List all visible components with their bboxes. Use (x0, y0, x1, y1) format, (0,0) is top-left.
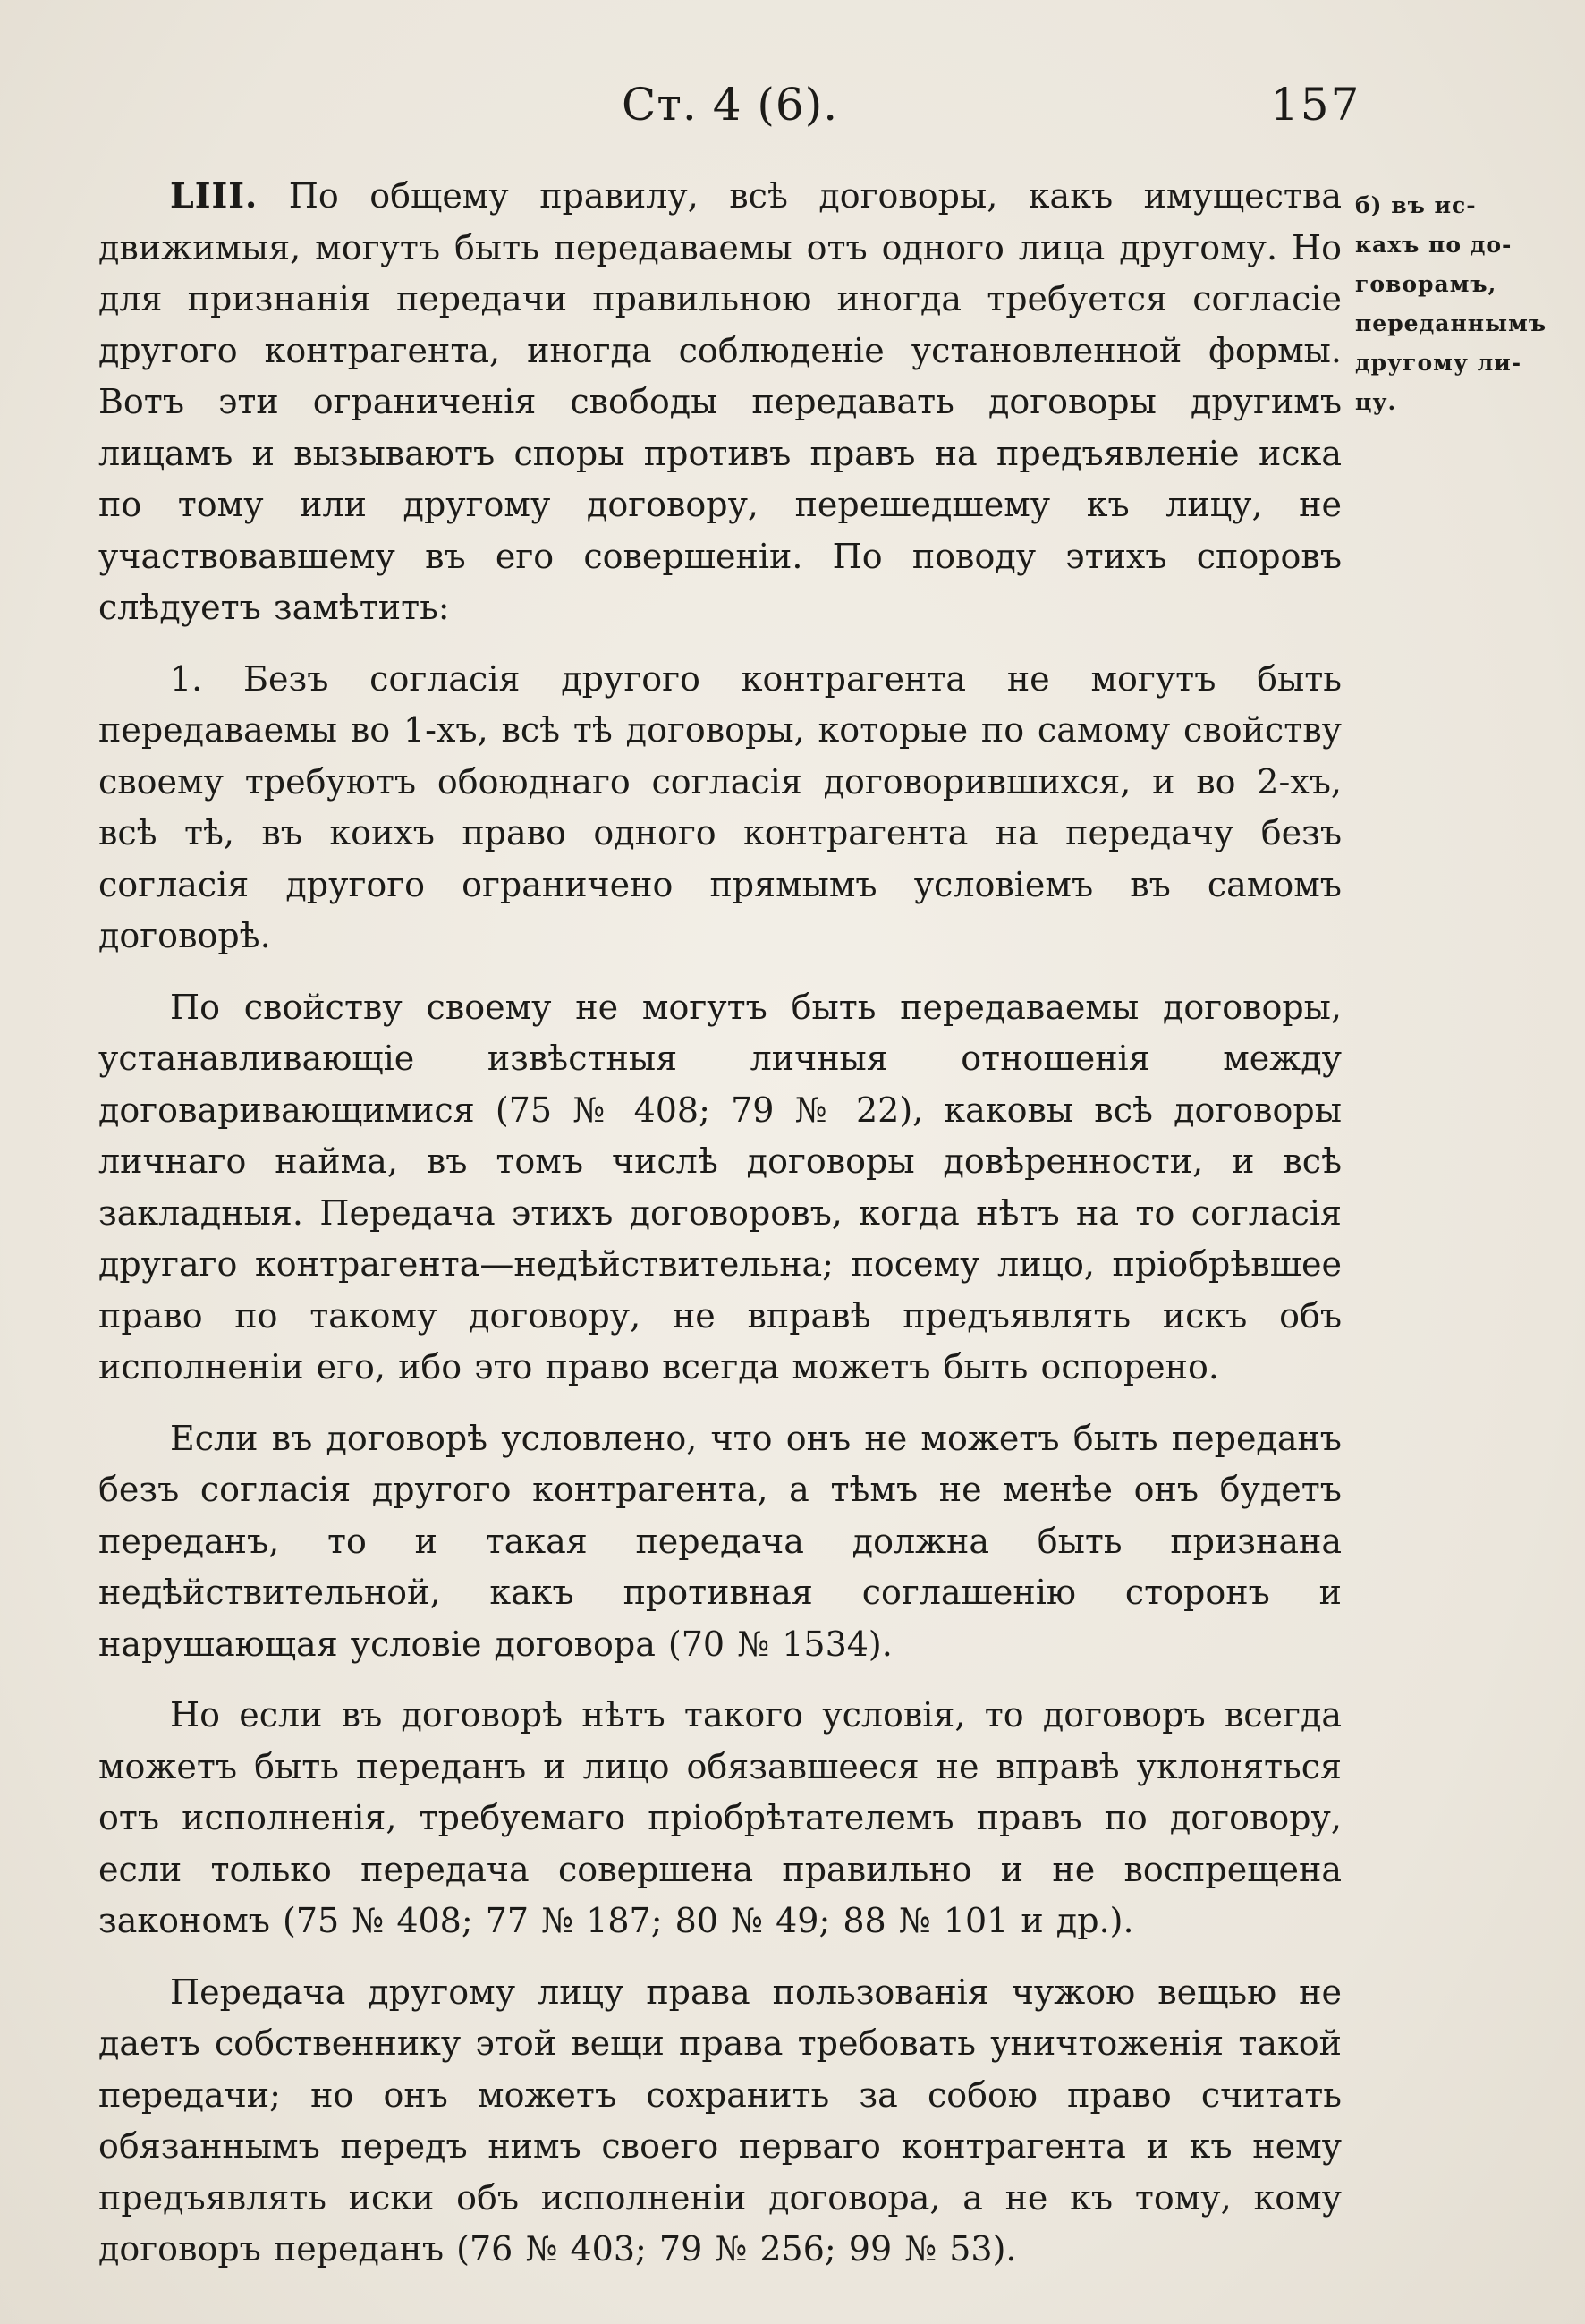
paragraph-5: Но если въ договорѣ нѣтъ такого условія, то договоръ всегда можетъ быть переданъ и лицо обязавшееся не вправѣ уклоняться отъ исполненія, требуемаго пріобрѣтателемъ правъ по договору, если только передача совершена правильно и не воспрещена закономъ (75 № 408; 77 № 187; 80 № 49; 88 № 101 и др.). (98, 1695, 1342, 1940)
paragraph-3: По свойству своему не могутъ быть передаваемы договоры, устанавливающіе извѣстныя личныя отношенія между договаривающимися (75 № 408; 79 № 22), каковы всѣ договоры личнаго найма, въ томъ числѣ договоры довѣренности, и всѣ закладныя. Передача этихъ договоровъ, когда нѣтъ на то согласія другаго контрагента—недѣйствительна; посему лицо, пріобрѣвшее право по такому договору, не вправѣ предъявлять искъ объ исполненіи его, ибо это право всегда можетъ быть оспорено. (98, 987, 1342, 1387)
margin-note-line: цу. (1355, 389, 1397, 415)
paragraph-4: Если въ договорѣ условлено, что онъ не можетъ быть переданъ безъ согласія другого контрагента, а тѣмъ не менѣе онъ будетъ переданъ, то и такая передача должна быть признана недѣйствительной, какъ противная соглашенію сторонъ и нарушающая условіе договора (70 № 1534). (98, 1418, 1342, 1664)
body-text (98, 170, 1342, 2295)
margin-note (1355, 186, 1561, 422)
margin-note-line: другому ли- (1355, 350, 1522, 376)
paragraph-6: Передача другому лицу права пользованія чужою вещью не даетъ собственнику этой вещи права требовать уничтоженія такой передачи; но онъ можетъ сохранить за собою право считать обязаннымъ передъ нимъ своего перваго контрагента и къ нему предъявлять иски объ исполненіи договора, а не къ тому, кому договоръ переданъ (76 № 403; 79 № 256; 99 № 53). (98, 1972, 1342, 2269)
paragraph-2: 1. Безъ согласія другого контрагента не могутъ быть передаваемы во 1-хъ, всѣ тѣ договоры, которые по самому свойству своему требуютъ обоюднаго согласія договорившихся, и во 2-хъ, всѣ тѣ, въ коихъ право одного контрагента на передачу безъ согласія другого ограничено прямымъ условіемъ въ самомъ договорѣ. (98, 658, 1342, 955)
margin-note-line: б) въ ис- (1355, 192, 1477, 218)
margin-note-line: кахъ по до- (1355, 232, 1513, 258)
paragraph-1 (98, 170, 1342, 634)
page-number: 157 (1270, 79, 1361, 131)
page-header (98, 79, 1361, 141)
margin-note-line: переданнымъ (1355, 310, 1547, 336)
running-title: Ст. 4 (6). (622, 79, 839, 131)
margin-note-line: говорамъ, (1355, 271, 1497, 297)
paragraph-text: По общему правилу, всѣ договоры, какъ имущества движимыя, могутъ быть передаваемы отъ одного лица другому. Но для признанія передачи правильною иногда требуется согласіе другого контрагента, иногда соблюденіе установленной формы. Вотъ эти ограниченія свободы передавать договоры другимъ лицамъ и вызываютъ споры противъ правъ на предъявленіе иска по тому или другому договору, перешедшему къ лицу, не участвовавшему въ его совершеніи. По поводу этихъ споровъ слѣдуетъ замѣтить: (98, 176, 1342, 627)
section-label: LIII. (170, 175, 259, 216)
